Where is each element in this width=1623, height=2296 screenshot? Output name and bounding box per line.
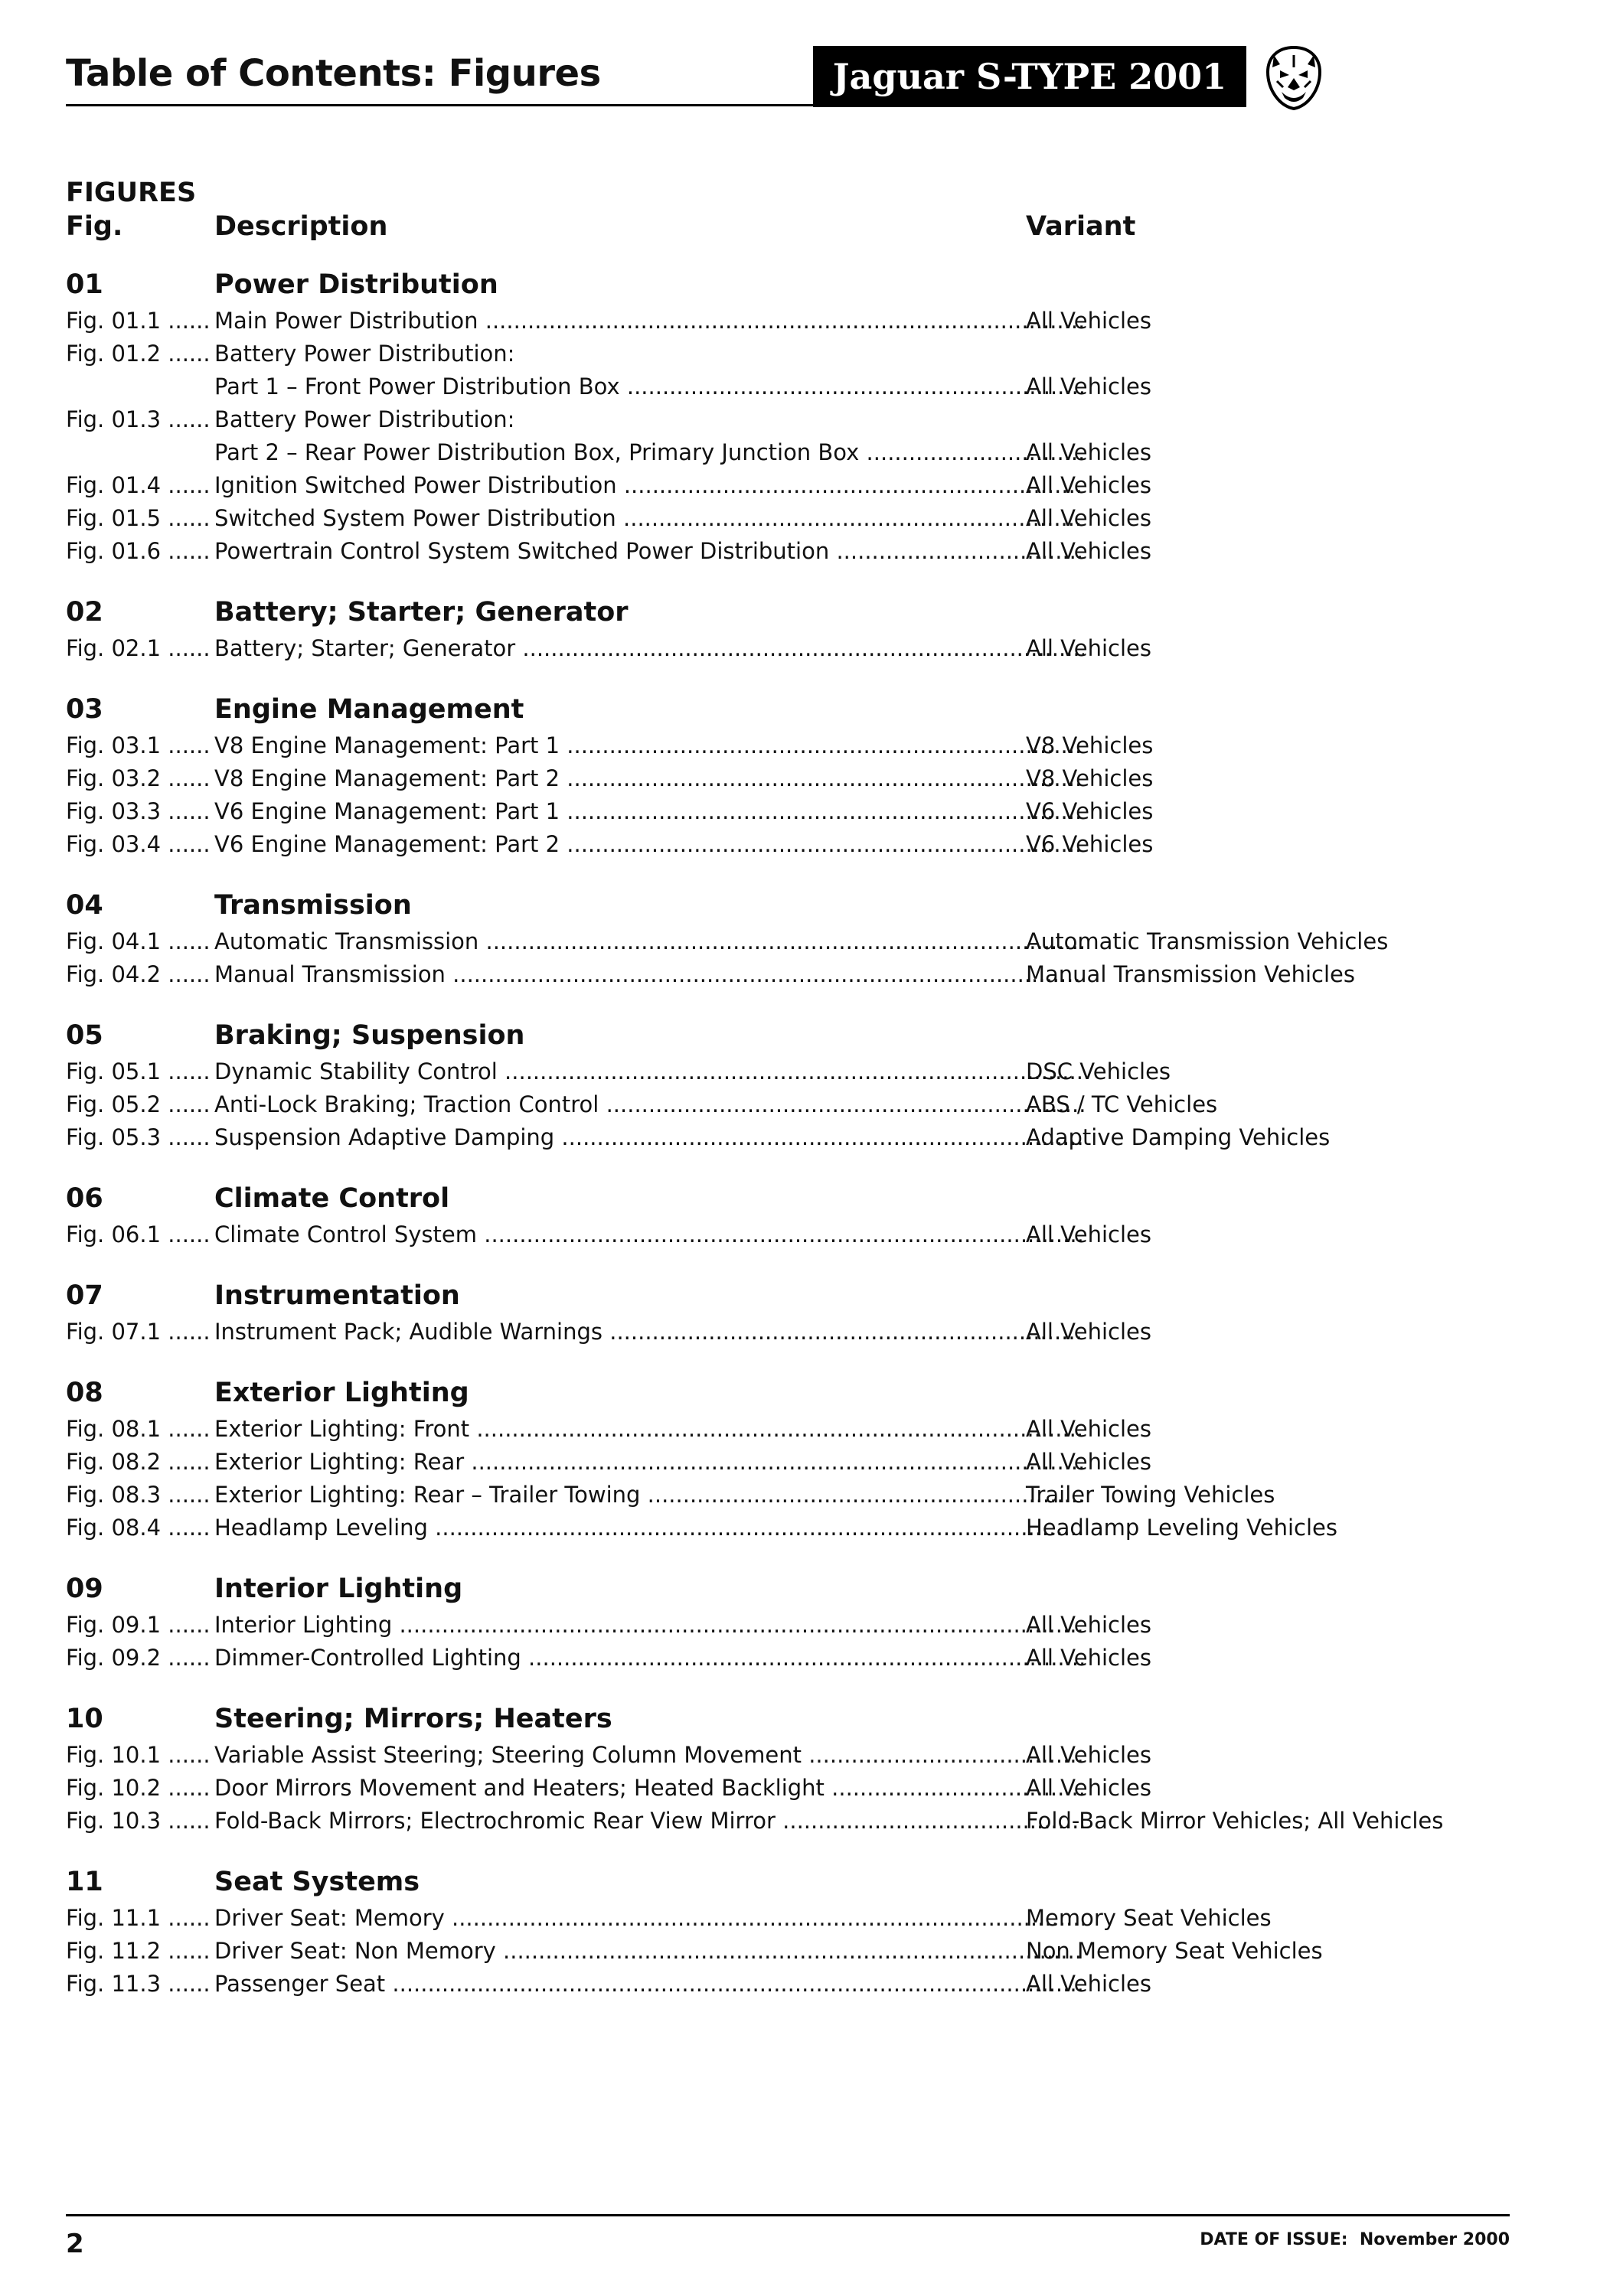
toc-entry	[66, 1609, 1566, 1642]
figure-description: Automatic Transmission .....	[214, 928, 1084, 954]
toc-entry	[66, 1935, 1566, 1968]
figure-variant: Trailer Towing Vehicles	[1026, 1482, 1275, 1508]
figure-variant: All Vehicles	[1026, 439, 1151, 465]
toc-entry	[66, 469, 1566, 502]
figure-variant: All Vehicles	[1026, 308, 1151, 334]
section-number: 10	[66, 1704, 103, 1734]
section-title: Seat Systems	[214, 1867, 420, 1897]
figure-description: Driver Seat: Memory .....	[214, 1905, 1084, 1931]
figure-number: Fig. 01.3 ......	[66, 406, 214, 432]
figure-number: Fig. 11.1 ......	[66, 1905, 214, 1931]
toc-entry	[66, 632, 1566, 665]
toc-section-04	[66, 885, 1566, 991]
toc-entry	[66, 535, 1566, 568]
figure-number: Fig. 10.2 ......	[66, 1775, 214, 1801]
figure-number: Fig. 05.3 ......	[66, 1124, 214, 1150]
toc-entry	[66, 1805, 1566, 1838]
toc-entry	[66, 305, 1566, 338]
issue-label: DATE OF ISSUE:	[1200, 2230, 1348, 2249]
figure-description: Door Mirrors Movement and Heaters; Heated Backlight .....	[214, 1775, 1084, 1801]
figure-variant: All Vehicles	[1026, 538, 1151, 564]
section-heading	[66, 1276, 1566, 1316]
section-heading	[66, 1569, 1566, 1609]
figure-variant: V6 Vehicles	[1026, 798, 1154, 824]
toc-entry	[66, 1446, 1566, 1479]
figure-description: V8 Engine Management: Part 2 .....	[214, 765, 1084, 791]
section-title: Battery; Starter; Generator	[214, 597, 629, 628]
figure-description: Main Power Distribution .....	[214, 308, 1084, 334]
figure-number: Fig. 05.2 ......	[66, 1091, 214, 1117]
page-title: Table of Contents: Figures	[66, 52, 601, 95]
toc-entry	[66, 436, 1566, 469]
toc-section-05	[66, 1016, 1566, 1154]
figure-description: Interior Lighting .....	[214, 1612, 1084, 1638]
figure-number: Fig. 02.1 ......	[66, 635, 214, 661]
column-header-description: Description	[214, 211, 388, 242]
section-number: 11	[66, 1867, 103, 1897]
figure-description: Headlamp Leveling .....	[214, 1515, 1084, 1541]
model-banner: Jaguar S-TYPE 2001	[813, 46, 1246, 107]
section-heading	[66, 1179, 1566, 1218]
figure-number: Fig. 01.2 ......	[66, 341, 214, 367]
figures-heading: FIGURES	[66, 178, 197, 208]
figure-variant: All Vehicles	[1026, 505, 1151, 531]
section-heading	[66, 1862, 1566, 1902]
toc-entry	[66, 1316, 1566, 1349]
section-heading	[66, 592, 1566, 632]
toc-entry	[66, 403, 1566, 436]
figure-number: Fig. 03.4 ......	[66, 831, 214, 857]
figure-number: Fig. 08.4 ......	[66, 1515, 214, 1541]
toc-section-09	[66, 1569, 1566, 1675]
section-heading	[66, 690, 1566, 729]
figure-description: Battery Power Distribution:	[214, 406, 515, 432]
figure-variant: V6 Vehicles	[1026, 831, 1154, 857]
figure-number: Fig. 03.2 ......	[66, 765, 214, 791]
section-heading	[66, 1016, 1566, 1055]
section-number: 09	[66, 1574, 103, 1604]
figure-description: Passenger Seat .....	[214, 1971, 1084, 1997]
toc-section-03	[66, 690, 1566, 861]
figure-description: Manual Transmission .....	[214, 961, 1084, 987]
toc-entry	[66, 762, 1566, 795]
toc-entry	[66, 1902, 1566, 1935]
figure-number: Fig. 03.1 ......	[66, 732, 214, 758]
figure-description: Part 1 – Front Power Distribution Box .....	[214, 373, 1084, 400]
toc-section-08	[66, 1373, 1566, 1544]
figure-number: Fig. 11.3 ......	[66, 1971, 214, 1997]
toc-entry	[66, 338, 1566, 370]
figure-description: Exterior Lighting: Front .....	[214, 1416, 1084, 1442]
figure-variant: Automatic Transmission Vehicles	[1026, 928, 1389, 954]
toc-section-02	[66, 592, 1566, 665]
section-title: Transmission	[214, 890, 412, 921]
figure-description: Suspension Adaptive Damping .....	[214, 1124, 1084, 1150]
figure-variant: All Vehicles	[1026, 635, 1151, 661]
toc-entry	[66, 958, 1566, 991]
figure-description: V6 Engine Management: Part 2 .....	[214, 831, 1084, 857]
figure-variant: All Vehicles	[1026, 1221, 1151, 1247]
toc-section-07	[66, 1276, 1566, 1349]
section-number: 07	[66, 1280, 103, 1311]
figure-variant: V8 Vehicles	[1026, 732, 1154, 758]
figure-number: Fig. 05.1 ......	[66, 1058, 214, 1084]
section-heading	[66, 885, 1566, 925]
figure-number: Fig. 04.1 ......	[66, 928, 214, 954]
column-header-fig: Fig.	[66, 211, 123, 242]
toc-entry	[66, 1055, 1566, 1088]
figure-number: Fig. 09.2 ......	[66, 1645, 214, 1671]
figure-variant: Adaptive Damping Vehicles	[1026, 1124, 1331, 1150]
issue-date-value: November 2000	[1359, 2230, 1510, 2249]
section-heading	[66, 265, 1566, 305]
figure-variant: All Vehicles	[1026, 1645, 1151, 1671]
toc-entry	[66, 1479, 1566, 1512]
figure-description: Part 2 – Rear Power Distribution Box, Primary Junction Box .....	[214, 439, 1084, 465]
toc-entry	[66, 1968, 1566, 2001]
figure-variant: Manual Transmission Vehicles	[1026, 961, 1355, 987]
toc-section-06	[66, 1179, 1566, 1251]
section-number: 05	[66, 1020, 103, 1051]
section-number: 02	[66, 597, 103, 628]
section-title: Exterior Lighting	[214, 1378, 469, 1408]
figure-number: Fig. 09.1 ......	[66, 1612, 214, 1638]
toc-entry	[66, 1413, 1566, 1446]
figure-variant: All Vehicles	[1026, 1449, 1151, 1475]
toc-section-11	[66, 1862, 1566, 2001]
toc-entry	[66, 1121, 1566, 1154]
figure-description: V8 Engine Management: Part 1 .....	[214, 732, 1084, 758]
figure-number: Fig. 01.4 ......	[66, 472, 214, 498]
header-rule	[66, 104, 831, 106]
figure-number: Fig. 04.2 ......	[66, 961, 214, 987]
figure-variant: All Vehicles	[1026, 1775, 1151, 1801]
figure-description: Battery; Starter; Generator .....	[214, 635, 1084, 661]
page-number: 2	[66, 2229, 84, 2259]
figure-number: Fig. 08.2 ......	[66, 1449, 214, 1475]
figure-variant: All Vehicles	[1026, 472, 1151, 498]
figure-variant: DSC Vehicles	[1026, 1058, 1171, 1084]
toc-entry	[66, 502, 1566, 535]
toc-entry	[66, 828, 1566, 861]
figures-list	[66, 265, 1566, 2025]
section-number: 04	[66, 890, 103, 921]
figure-description: Driver Seat: Non Memory .....	[214, 1938, 1084, 1964]
section-title: Interior Lighting	[214, 1574, 463, 1604]
figure-description: Switched System Power Distribution .....	[214, 505, 1084, 531]
figure-variant: All Vehicles	[1026, 1971, 1151, 1997]
section-number: 08	[66, 1378, 103, 1408]
figure-variant: Memory Seat Vehicles	[1026, 1905, 1272, 1931]
figure-variant: All Vehicles	[1026, 373, 1151, 400]
figure-description: Anti-Lock Braking; Traction Control .....	[214, 1091, 1084, 1117]
figure-description: Dimmer-Controlled Lighting .....	[214, 1645, 1084, 1671]
figure-description: Ignition Switched Power Distribution .....	[214, 472, 1084, 498]
section-title: Steering; Mirrors; Heaters	[214, 1704, 612, 1734]
toc-entry	[66, 1739, 1566, 1772]
toc-entry	[66, 1642, 1566, 1675]
toc-entry	[66, 1512, 1566, 1544]
figure-description: V6 Engine Management: Part 1 .....	[214, 798, 1084, 824]
figure-number: Fig. 10.1 ......	[66, 1742, 214, 1768]
figure-description: Dynamic Stability Control .....	[214, 1058, 1084, 1084]
figure-number: Fig. 08.1 ......	[66, 1416, 214, 1442]
section-title: Power Distribution	[214, 269, 498, 300]
figure-variant: ABS / TC Vehicles	[1026, 1091, 1218, 1117]
figure-description: Climate Control System .....	[214, 1221, 1084, 1247]
figure-variant: All Vehicles	[1026, 1416, 1151, 1442]
figure-description: Instrument Pack; Audible Warnings .....	[214, 1319, 1084, 1345]
figure-variant: Non Memory Seat Vehicles	[1026, 1938, 1323, 1964]
section-heading	[66, 1699, 1566, 1739]
figure-number: Fig. 10.3 ......	[66, 1808, 214, 1834]
toc-entry	[66, 925, 1566, 958]
figure-description: Exterior Lighting: Rear – Trailer Towing .....	[214, 1482, 1084, 1508]
figure-number: Fig. 07.1 ......	[66, 1319, 214, 1345]
figure-variant: V8 Vehicles	[1026, 765, 1154, 791]
figure-number: Fig. 03.3 ......	[66, 798, 214, 824]
jaguar-head-icon	[1263, 44, 1324, 112]
section-heading	[66, 1373, 1566, 1413]
figure-variant: All Vehicles	[1026, 1319, 1151, 1345]
figure-description: Variable Assist Steering; Steering Column Movement .....	[214, 1742, 1084, 1768]
toc-section-10	[66, 1699, 1566, 1838]
figure-variant: All Vehicles	[1026, 1612, 1151, 1638]
issue-date	[1200, 2230, 1510, 2249]
figure-number: Fig. 01.6 ......	[66, 538, 214, 564]
section-title: Engine Management	[214, 694, 524, 725]
figure-number: Fig. 06.1 ......	[66, 1221, 214, 1247]
figure-number: Fig. 08.3 ......	[66, 1482, 214, 1508]
section-number: 01	[66, 269, 103, 300]
figure-description: Fold-Back Mirrors; Electrochromic Rear View Mirror .....	[214, 1808, 1084, 1834]
toc-entry	[66, 795, 1566, 828]
section-title: Climate Control	[214, 1183, 450, 1214]
figure-variant: All Vehicles	[1026, 1742, 1151, 1768]
column-header-variant: Variant	[1026, 211, 1136, 242]
toc-entry	[66, 1218, 1566, 1251]
figure-number: Fig. 01.5 ......	[66, 505, 214, 531]
footer-rule	[66, 2214, 1510, 2216]
toc-entry	[66, 729, 1566, 762]
figure-variant: Headlamp Leveling Vehicles	[1026, 1515, 1337, 1541]
toc-entry	[66, 1772, 1566, 1805]
figure-variant: Fold-Back Mirror Vehicles; All Vehicles	[1026, 1808, 1444, 1834]
figure-description: Exterior Lighting: Rear .....	[214, 1449, 1084, 1475]
figure-description: Powertrain Control System Switched Power Distribution .....	[214, 538, 1084, 564]
figure-description: Battery Power Distribution:	[214, 341, 515, 367]
section-number: 06	[66, 1183, 103, 1214]
toc-section-01	[66, 265, 1566, 568]
toc-entry	[66, 1088, 1566, 1121]
toc-entry	[66, 370, 1566, 403]
figure-number: Fig. 01.1 ......	[66, 308, 214, 334]
section-number: 03	[66, 694, 103, 725]
figure-number: Fig. 11.2 ......	[66, 1938, 214, 1964]
section-title: Instrumentation	[214, 1280, 460, 1311]
section-title: Braking; Suspension	[214, 1020, 525, 1051]
